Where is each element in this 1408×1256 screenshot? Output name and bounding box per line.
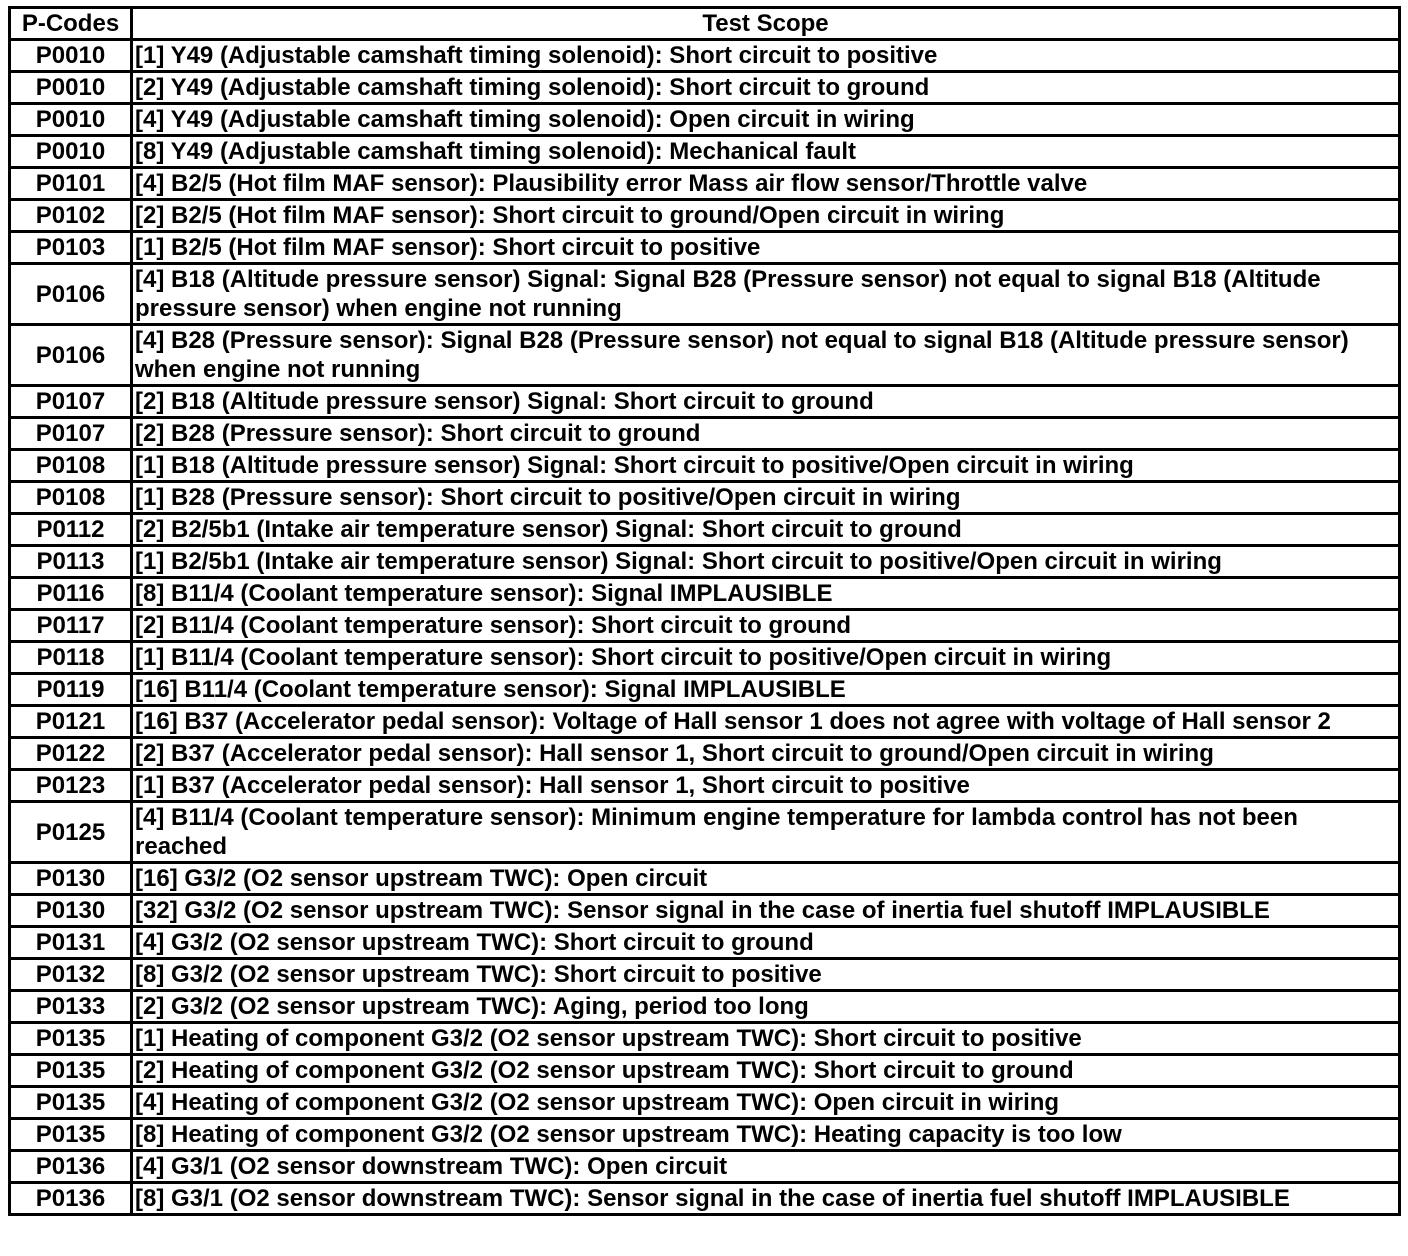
p-code-cell: P0135 xyxy=(10,1087,132,1119)
p-code-cell: P0010 xyxy=(10,136,132,168)
p-code-cell: P0107 xyxy=(10,386,132,418)
table-row xyxy=(10,104,1400,136)
table-row xyxy=(10,959,1400,991)
table-row xyxy=(10,1119,1400,1151)
test-scope-cell: [2] B11/4 (Coolant temperature sensor): Short circuit to ground xyxy=(132,610,1400,642)
table-row xyxy=(10,991,1400,1023)
test-scope-cell: [32] G3/2 (O2 sensor upstream TWC): Sensor signal in the case of inertia fuel shutoff IMPLAUSIBLE xyxy=(132,895,1400,927)
test-scope-cell: [8] G3/1 (O2 sensor downstream TWC): Sensor signal in the case of inertia fuel shutoff IMPLAUSIBLE xyxy=(132,1183,1400,1215)
test-scope-cell: [1] B18 (Altitude pressure sensor) Signal: Short circuit to positive/Open circuit in wiring xyxy=(132,450,1400,482)
test-scope-cell: [1] Y49 (Adjustable camshaft timing solenoid): Short circuit to positive xyxy=(132,40,1400,72)
table-row xyxy=(10,325,1400,386)
header-p-codes: P-Codes xyxy=(10,8,132,40)
table-row xyxy=(10,450,1400,482)
test-scope-cell: [2] B2/5b1 (Intake air temperature sensor) Signal: Short circuit to ground xyxy=(132,514,1400,546)
test-scope-cell: [2] B28 (Pressure sensor): Short circuit to ground xyxy=(132,418,1400,450)
p-code-cell: P0106 xyxy=(10,325,132,386)
table-row xyxy=(10,706,1400,738)
test-scope-cell: [8] G3/2 (O2 sensor upstream TWC): Short circuit to positive xyxy=(132,959,1400,991)
test-scope-cell: [2] B18 (Altitude pressure sensor) Signal: Short circuit to ground xyxy=(132,386,1400,418)
p-code-cell: P0118 xyxy=(10,642,132,674)
test-scope-cell: [1] B28 (Pressure sensor): Short circuit to positive/Open circuit in wiring xyxy=(132,482,1400,514)
test-scope-cell: [16] B37 (Accelerator pedal sensor): Voltage of Hall sensor 1 does not agree with voltage of Hall sensor 2 xyxy=(132,706,1400,738)
p-code-cell: P0121 xyxy=(10,706,132,738)
test-scope-cell: [8] Heating of component G3/2 (O2 sensor upstream TWC): Heating capacity is too low xyxy=(132,1119,1400,1151)
table-row xyxy=(10,863,1400,895)
table-row xyxy=(10,1183,1400,1215)
test-scope-cell: [4] B11/4 (Coolant temperature sensor): Minimum engine temperature for lambda control has not been reached xyxy=(132,802,1400,863)
p-code-cell: P0132 xyxy=(10,959,132,991)
document-page xyxy=(8,6,1398,1216)
p-code-cell: P0125 xyxy=(10,802,132,863)
p-code-cell: P0123 xyxy=(10,770,132,802)
table-row xyxy=(10,578,1400,610)
test-scope-cell: [4] B18 (Altitude pressure sensor) Signal: Signal B28 (Pressure sensor) not equal to signal B18 (Altitude pressure sensor) when engine not running xyxy=(132,264,1400,325)
test-scope-cell: [1] Heating of component G3/2 (O2 sensor upstream TWC): Short circuit to positive xyxy=(132,1023,1400,1055)
p-code-cell: P0131 xyxy=(10,927,132,959)
p-code-cell: P0108 xyxy=(10,450,132,482)
p-code-cell: P0136 xyxy=(10,1183,132,1215)
test-scope-cell: [4] Y49 (Adjustable camshaft timing solenoid): Open circuit in wiring xyxy=(132,104,1400,136)
p-code-cell: P0101 xyxy=(10,168,132,200)
test-scope-cell: [4] B28 (Pressure sensor): Signal B28 (Pressure sensor) not equal to signal B18 (Altitude pressure sensor) when engine not running xyxy=(132,325,1400,386)
header-test-scope: Test Scope xyxy=(132,8,1400,40)
p-code-cell: P0130 xyxy=(10,863,132,895)
table-row xyxy=(10,482,1400,514)
p-codes-table xyxy=(8,6,1401,1216)
table-row xyxy=(10,802,1400,863)
table-row xyxy=(10,610,1400,642)
p-code-cell: P0133 xyxy=(10,991,132,1023)
test-scope-cell: [1] B11/4 (Coolant temperature sensor): Short circuit to positive/Open circuit in wiring xyxy=(132,642,1400,674)
test-scope-cell: [4] G3/1 (O2 sensor downstream TWC): Open circuit xyxy=(132,1151,1400,1183)
test-scope-cell: [8] Y49 (Adjustable camshaft timing solenoid): Mechanical fault xyxy=(132,136,1400,168)
p-code-cell: P0112 xyxy=(10,514,132,546)
table-row xyxy=(10,1151,1400,1183)
table-row xyxy=(10,895,1400,927)
test-scope-cell: [2] Y49 (Adjustable camshaft timing solenoid): Short circuit to ground xyxy=(132,72,1400,104)
test-scope-cell: [1] B37 (Accelerator pedal sensor): Hall sensor 1, Short circuit to positive xyxy=(132,770,1400,802)
p-code-cell: P0010 xyxy=(10,40,132,72)
p-code-cell: P0130 xyxy=(10,895,132,927)
table-row xyxy=(10,200,1400,232)
test-scope-cell: [16] G3/2 (O2 sensor upstream TWC): Open circuit xyxy=(132,863,1400,895)
p-code-cell: P0107 xyxy=(10,418,132,450)
test-scope-cell: [1] B2/5 (Hot film MAF sensor): Short circuit to positive xyxy=(132,232,1400,264)
p-code-cell: P0010 xyxy=(10,72,132,104)
table-row xyxy=(10,1023,1400,1055)
table-header-row xyxy=(10,8,1400,40)
test-scope-cell: [16] B11/4 (Coolant temperature sensor): Signal IMPLAUSIBLE xyxy=(132,674,1400,706)
table-row xyxy=(10,642,1400,674)
test-scope-cell: [2] B37 (Accelerator pedal sensor): Hall sensor 1, Short circuit to ground/Open circuit in wiring xyxy=(132,738,1400,770)
table-row xyxy=(10,738,1400,770)
p-code-cell: P0108 xyxy=(10,482,132,514)
p-code-cell: P0119 xyxy=(10,674,132,706)
table-row xyxy=(10,264,1400,325)
table-row xyxy=(10,136,1400,168)
table-row xyxy=(10,1087,1400,1119)
test-scope-cell: [2] G3/2 (O2 sensor upstream TWC): Aging, period too long xyxy=(132,991,1400,1023)
test-scope-cell: [4] B2/5 (Hot film MAF sensor): Plausibility error Mass air flow sensor/Throttle valve xyxy=(132,168,1400,200)
table-row xyxy=(10,927,1400,959)
test-scope-cell: [4] Heating of component G3/2 (O2 sensor upstream TWC): Open circuit in wiring xyxy=(132,1087,1400,1119)
p-code-cell: P0106 xyxy=(10,264,132,325)
p-code-cell: P0010 xyxy=(10,104,132,136)
p-code-cell: P0135 xyxy=(10,1023,132,1055)
table-row xyxy=(10,40,1400,72)
table-row xyxy=(10,770,1400,802)
table-row xyxy=(10,514,1400,546)
p-code-cell: P0116 xyxy=(10,578,132,610)
p-code-cell: P0102 xyxy=(10,200,132,232)
p-code-cell: P0117 xyxy=(10,610,132,642)
p-code-cell: P0122 xyxy=(10,738,132,770)
p-code-cell: P0113 xyxy=(10,546,132,578)
table-row xyxy=(10,232,1400,264)
table-row xyxy=(10,418,1400,450)
test-scope-cell: [2] Heating of component G3/2 (O2 sensor upstream TWC): Short circuit to ground xyxy=(132,1055,1400,1087)
p-code-cell: P0135 xyxy=(10,1119,132,1151)
p-code-cell: P0136 xyxy=(10,1151,132,1183)
test-scope-cell: [2] B2/5 (Hot film MAF sensor): Short circuit to ground/Open circuit in wiring xyxy=(132,200,1400,232)
table-row xyxy=(10,674,1400,706)
table-row xyxy=(10,546,1400,578)
table-body xyxy=(10,40,1400,1215)
table-row xyxy=(10,1055,1400,1087)
p-code-cell: P0103 xyxy=(10,232,132,264)
table-row xyxy=(10,168,1400,200)
p-code-cell: P0135 xyxy=(10,1055,132,1087)
table-row xyxy=(10,72,1400,104)
test-scope-cell: [4] G3/2 (O2 sensor upstream TWC): Short circuit to ground xyxy=(132,927,1400,959)
test-scope-cell: [1] B2/5b1 (Intake air temperature sensor) Signal: Short circuit to positive/Open circuit in wiring xyxy=(132,546,1400,578)
table-row xyxy=(10,386,1400,418)
test-scope-cell: [8] B11/4 (Coolant temperature sensor): Signal IMPLAUSIBLE xyxy=(132,578,1400,610)
